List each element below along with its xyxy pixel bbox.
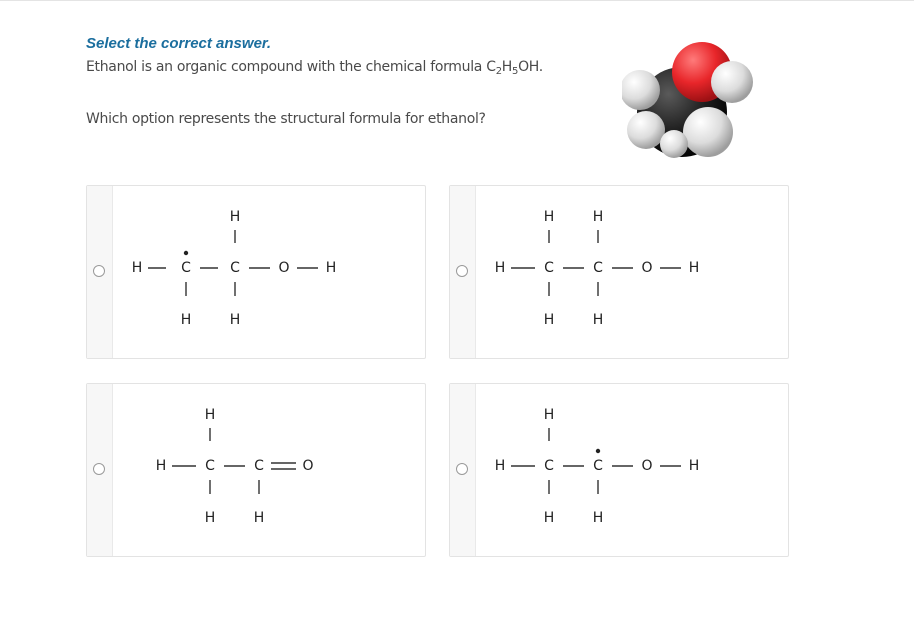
atom-h: H (543, 312, 555, 328)
atom-h: H (592, 312, 604, 328)
atom-h: H (180, 312, 192, 328)
atom-c: C (593, 458, 603, 474)
atom-h: H (543, 407, 555, 423)
question-prompt: Which option represents the structural formula for ethanol? (86, 111, 486, 127)
atom-h: H (543, 510, 555, 526)
ethanol-space-filling-model-icon (622, 38, 754, 160)
atom-h: H (494, 260, 506, 276)
atom-c: C (254, 458, 264, 474)
atom-h: H (325, 260, 337, 276)
atom-h: H (155, 458, 167, 474)
atom-h: H (592, 510, 604, 526)
option-b[interactable] (449, 185, 789, 359)
atom-h: H (688, 260, 700, 276)
atom-o: O (278, 260, 290, 276)
option-a-structural-formula (87, 186, 427, 360)
top-divider (0, 0, 914, 1)
atom-h: H (543, 209, 555, 225)
atom-c: C (181, 260, 191, 276)
option-c-structural-formula (87, 384, 427, 558)
option-c[interactable] (86, 383, 426, 557)
atom-o: O (302, 458, 314, 474)
atom-c: C (544, 260, 554, 276)
atom-c: C (544, 458, 554, 474)
question-statement: Ethanol is an organic compound with the chemical formula $C_2H_5OH$. (86, 59, 543, 77)
atom-c: C (205, 458, 215, 474)
option-b-structural-formula (450, 186, 790, 360)
atom-o: O (641, 260, 653, 276)
atom-c: C (230, 260, 240, 276)
instruction-text: Select the correct answer. (86, 35, 272, 52)
atom-h: H (204, 510, 216, 526)
atom-h: H (494, 458, 506, 474)
atom-h: H (131, 260, 143, 276)
option-d[interactable] (449, 383, 789, 557)
atom-h: H (592, 209, 604, 225)
option-a[interactable] (86, 185, 426, 359)
atom-h: H (229, 209, 241, 225)
atom-c: C (593, 260, 603, 276)
atom-h: H (688, 458, 700, 474)
atom-h: H (204, 407, 216, 423)
atom-o: O (641, 458, 653, 474)
atom-h: H (253, 510, 265, 526)
atom-h: H (229, 312, 241, 328)
option-d-structural-formula (450, 384, 790, 558)
